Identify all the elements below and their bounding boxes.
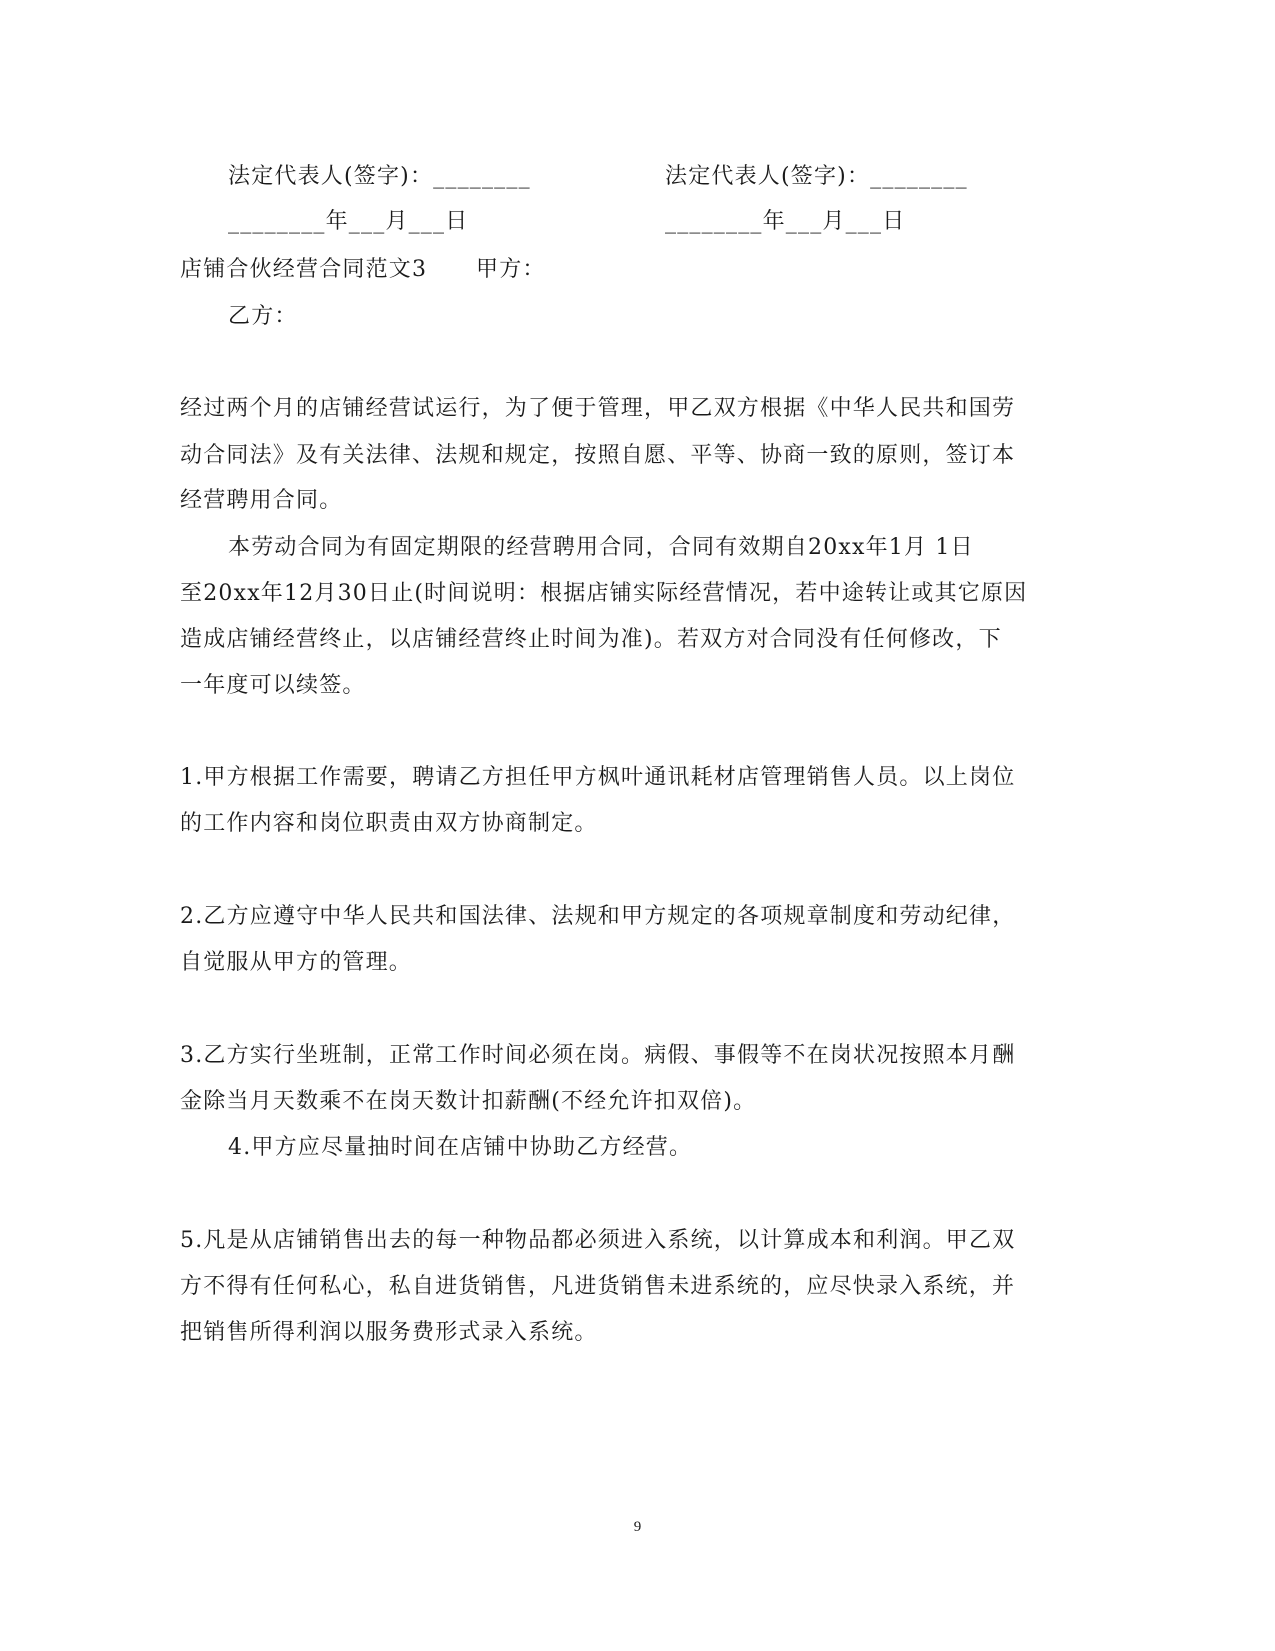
party-b-label: 乙方：: [228, 304, 298, 329]
party-a-label: 甲方：: [476, 257, 546, 282]
intro-line-1: 经过两个月的店铺经营试运行，为了便于管理，甲乙双方根据《中华人民共和国劳: [180, 396, 1016, 421]
term-line-4: 一年度可以续签。: [180, 673, 366, 698]
intro-line-2: 动合同法》及有关法律、法规和规定，按照自愿、平等、协商一致的原则，签订本: [180, 443, 1016, 468]
clause-5-line-3: 把销售所得利润以服务费形式录入系统。: [180, 1320, 598, 1345]
intro-line-3: 经营聘用合同。: [180, 488, 343, 513]
clause-3-line-2: 金除当月天数乘不在岗天数计扣薪酬(不经允许扣双倍)。: [180, 1089, 757, 1114]
term-line-3: 造成店铺经营终止，以店铺经营终止时间为准)。若双方对合同没有任何修改，下: [180, 627, 1002, 652]
left-legal-rep-signature: 法定代表人(签字)：________: [228, 164, 531, 189]
term-line-2: 至20xx年12月30日止(时间说明：根据店铺实际经营情况，若中途转让或其它原因: [180, 581, 1028, 606]
left-signature-date: ________年___月___日: [228, 209, 469, 234]
clause-5-line-1: 5.凡是从店铺销售出去的每一种物品都必须进入系统，以计算成本和利润。甲乙双: [180, 1228, 1016, 1253]
clause-2-line-2: 自觉服从甲方的管理。: [180, 950, 413, 975]
clause-1-line-1: 1.甲方根据工作需要，聘请乙方担任甲方枫叶通讯耗材店管理销售人员。以上岗位: [180, 765, 1016, 790]
right-legal-rep-signature: 法定代表人(签字)：________: [665, 164, 968, 189]
term-line-1: 本劳动合同为有固定期限的经营聘用合同，合同有效期自20xx年1月 1日: [228, 535, 974, 560]
clause-4-line-1: 4.甲方应尽量抽时间在店铺中协助乙方经营。: [228, 1135, 693, 1160]
page-number: 9: [633, 1519, 642, 1535]
clause-1-line-2: 的工作内容和岗位职责由双方协商制定。: [180, 811, 598, 836]
clause-3-line-1: 3.乙方实行坐班制，正常工作时间必须在岗。病假、事假等不在岗状况按照本月酬: [180, 1043, 1016, 1068]
clause-2-line-1: 2.乙方应遵守中华人民共和国法律、法规和甲方规定的各项规章制度和劳动纪律，: [180, 904, 1016, 929]
clause-5-line-2: 方不得有任何私心，私自进货销售，凡进货销售未进系统的，应尽快录入系统，并: [180, 1274, 1016, 1299]
right-signature-date: ________年___月___日: [665, 209, 906, 234]
contract-title: 店铺合伙经营合同范文3: [180, 257, 428, 282]
